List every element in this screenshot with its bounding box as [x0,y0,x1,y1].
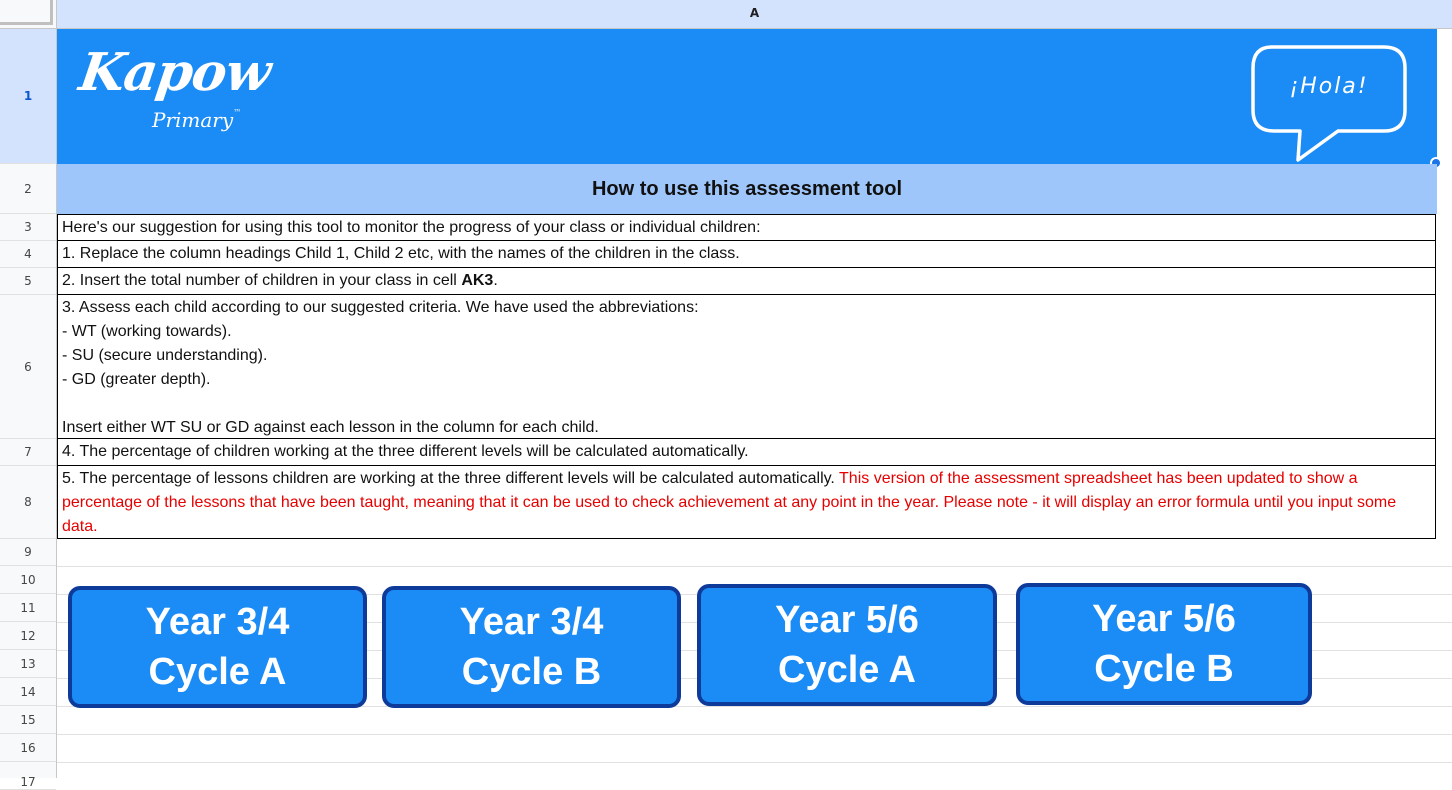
button-line-2: Cycle B [1094,648,1234,690]
row-header-6[interactable]: 6 [0,295,56,439]
row6-line-2: - WT (working towards). [62,323,232,340]
column-header-a[interactable]: A [57,0,1452,29]
instruction-row-6[interactable] [57,295,1436,439]
button-line-1: Year 5/6 [775,599,919,641]
row6-line-5: Insert either WT SU or GD against each lesson in the column for each child. [62,419,599,436]
instruction-row-5[interactable] [57,268,1436,295]
row5-prefix: 2. Insert the total number of children in your class in cell [62,272,462,289]
row6-blank-line [62,392,1431,416]
row-header-15[interactable]: 15 [0,706,56,734]
row-header-4[interactable]: 4 [0,241,56,268]
row-header-5[interactable]: 5 [0,268,56,295]
button-line-2: Cycle A [778,649,916,691]
button-line-1: Year 3/4 [145,601,290,643]
row8-red-text: This version of the assessment spreadsheet has been updated to show a percentage of the lessons that have been taught, meaning that it can be used to check achievement at any point in the year. Please note - it will display an error formula until you input some data. [62,470,1397,535]
year-3-4-cycle-b-button[interactable] [382,586,681,708]
row6-line-1: 3. Assess each child according to our suggested criteria. We have used the abbreviations: [62,299,699,316]
row-header-2[interactable]: 2 [0,164,56,214]
row-header-17[interactable]: 17 [0,762,56,790]
select-all-corner[interactable] [0,0,57,29]
page-title[interactable]: How to use this assessment tool [57,164,1437,214]
kapow-logo-primary [152,108,241,132]
row-header-3[interactable]: 3 [0,214,56,241]
row-header-1[interactable]: 1 [0,29,56,164]
instruction-row-4[interactable]: 1. Replace the column headings Child 1, Child 2 etc, with the names of the children in the class. [57,241,1436,268]
row-header-10[interactable]: 10 [0,566,56,594]
row-header-12[interactable]: 12 [0,622,56,650]
row-header-9[interactable]: 9 [0,539,56,566]
row5-cell-ref: AK3 [461,272,494,289]
row6-line-3: - SU (secure understanding). [62,347,268,364]
row-header-7[interactable]: 7 [0,439,56,466]
row-header-14[interactable]: 14 [0,678,56,706]
kapow-logo: Kapow [75,42,274,103]
row-header-16[interactable]: 16 [0,734,56,762]
year-3-4-cycle-a-button[interactable] [68,586,367,708]
gridline [57,762,1452,763]
corner-freeze-indicator [0,0,53,25]
gridline [57,734,1452,735]
row6-line-4: - GD (greater depth). [62,371,211,388]
row5-suffix: . [493,272,498,289]
button-line-2: Cycle A [148,651,287,693]
row8-black-text: 5. The percentage of lessons children are working at the three different levels will be calculated automatically. [62,470,840,487]
instruction-row-8[interactable] [57,466,1436,539]
button-line-1: Year 3/4 [459,601,604,643]
year-5-6-cycle-a-button[interactable] [697,584,997,706]
gridline [57,566,1452,567]
logo-tm: ™ [233,108,242,117]
row-header-13[interactable]: 13 [0,650,56,678]
row-header-8[interactable]: 8 [0,466,56,539]
instruction-row-3[interactable]: Here's our suggestion for using this tool to monitor the progress of your class or individual children: [57,214,1436,241]
bubble-text: ¡Hola! [1289,74,1369,99]
speech-bubble-icon [1250,44,1410,164]
year-5-6-cycle-b-button[interactable] [1016,583,1312,705]
row-header-11[interactable]: 11 [0,594,56,622]
logo-sub-text: Primary [152,108,234,132]
instruction-row-7[interactable]: 4. The percentage of children working at the three different levels will be calculated automatically. [57,439,1436,466]
button-line-2: Cycle B [461,651,602,693]
button-line-1: Year 5/6 [1092,598,1236,640]
